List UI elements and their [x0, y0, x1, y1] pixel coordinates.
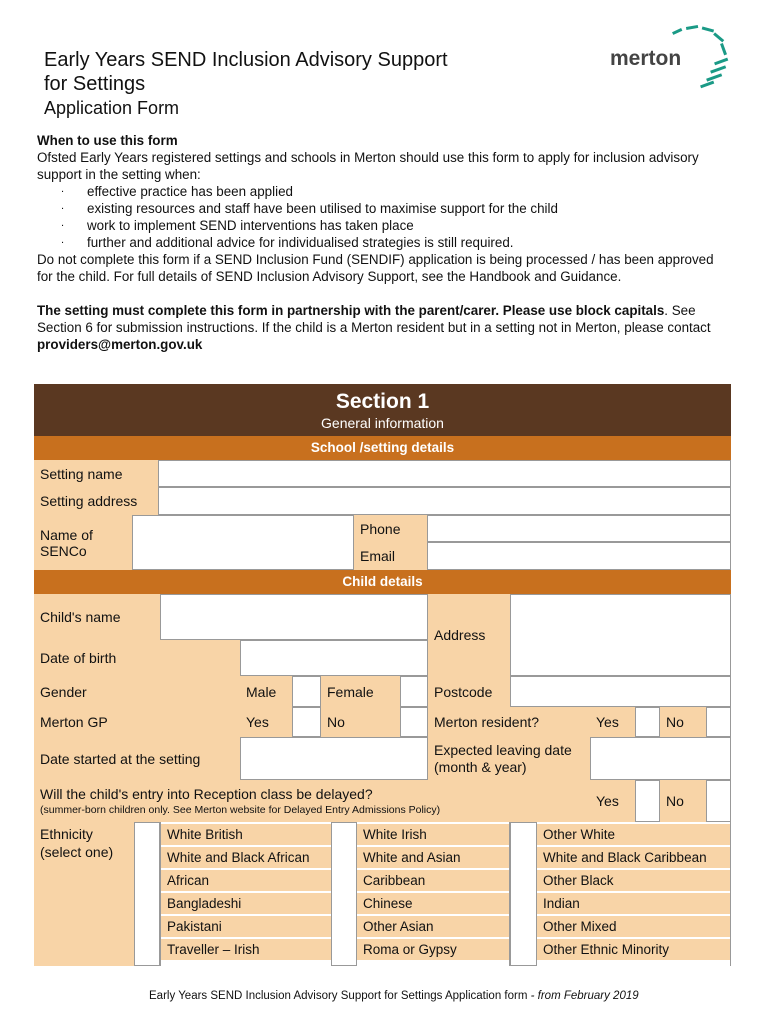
ethnicity-option[interactable]: Other Ethnic Minority: [537, 939, 730, 960]
bullet-item: . existing resources and staff have been utilised to maximise support for the child: [37, 200, 727, 217]
gp-label: Merton GP: [34, 707, 240, 737]
ethnicity-option[interactable]: White and Black African: [161, 847, 356, 868]
setting-details-bar: School /setting details: [34, 436, 731, 460]
female-label: Female: [321, 676, 400, 707]
setting-address-label: Setting address: [34, 487, 158, 515]
intro-bullets: [37, 183, 727, 251]
date-started-label: Date started at the setting: [34, 737, 240, 780]
setting-name-label: Setting name: [34, 460, 158, 487]
expected-leaving-label: Expected leaving date (month & year): [428, 737, 590, 780]
female-checkbox[interactable]: [400, 676, 428, 707]
section-title: Section 1: [335, 390, 430, 413]
page-subtitle: Application Form: [44, 98, 180, 118]
intro-para3: The setting must complete this form in partnership with the parent/carer. Please use block capitals. See Section 6 for submission instructions. If the child is a Merton resident but in a setting not in Merton, please contact providers@merton.gov.uk: [37, 303, 711, 352]
ethnicity-option[interactable]: Chinese: [357, 893, 509, 914]
postcode-label: Postcode: [428, 676, 510, 707]
male-label: Male: [240, 676, 292, 707]
child-details-bar: Child details: [34, 570, 731, 594]
ethnicity-option[interactable]: Pakistani: [161, 916, 356, 937]
section-subtitle: General information: [321, 415, 444, 431]
ethnicity-col2: [357, 822, 510, 966]
ethnicity-checkbox-col1[interactable]: [134, 822, 160, 966]
setting-name-input[interactable]: [158, 460, 731, 487]
phone-label: Phone: [354, 515, 427, 542]
ethnicity-option[interactable]: Other White: [537, 824, 730, 845]
phone-input[interactable]: [427, 515, 731, 542]
section-header: [34, 384, 731, 436]
reception-yes-checkbox[interactable]: [635, 780, 660, 822]
ethnicity-option[interactable]: Other Black: [537, 870, 730, 891]
page-title: Early Years SEND Inclusion Advisory Support for Settings: [44, 49, 448, 95]
resident-yes-label: Yes: [590, 707, 635, 737]
merton-logo-graphic: [606, 22, 736, 92]
section-1-form: [34, 384, 731, 966]
dob-label: Date of birth: [34, 640, 240, 676]
gp-no-checkbox[interactable]: [400, 707, 428, 737]
ethnicity-col3: [537, 822, 731, 966]
ethnicity-option[interactable]: Caribbean: [357, 870, 509, 891]
resident-no-checkbox[interactable]: [706, 707, 731, 737]
bullet-item: . work to implement SEND interventions has taken place: [37, 217, 727, 234]
ethnicity-label: Ethnicity (select one): [34, 822, 134, 966]
resident-label: Merton resident?: [428, 707, 590, 737]
postcode-input[interactable]: [510, 676, 731, 707]
ethnicity-option[interactable]: Traveller – Irish: [161, 939, 356, 960]
ethnicity-option[interactable]: White British: [161, 824, 356, 845]
address-input[interactable]: [510, 594, 731, 676]
gp-yes-label: Yes: [240, 707, 292, 737]
ethnicity-option[interactable]: African: [161, 870, 356, 891]
ethnicity-checkbox-col2[interactable]: [331, 822, 357, 966]
ethnicity-option[interactable]: White and Black Caribbean: [537, 847, 730, 868]
bullet-item: . further and additional advice for individualised strategies is still required.: [37, 234, 727, 251]
address-label: Address: [428, 594, 510, 676]
page-footer: Early Years SEND Inclusion Advisory Support for Settings Application form - from February 2019: [149, 990, 639, 1002]
ethnicity-option[interactable]: White Irish: [357, 824, 509, 845]
gender-label: Gender: [34, 676, 240, 707]
child-name-label: Child's name: [34, 594, 160, 640]
reception-no-label: No: [660, 780, 706, 822]
contact-email[interactable]: providers@merton.gov.uk: [37, 337, 203, 352]
dob-input[interactable]: [240, 640, 428, 676]
resident-yes-checkbox[interactable]: [635, 707, 660, 737]
intro-para2: Do not complete this form if a SEND Inclusion Fund (SENDIF) application is being processed / has been approved for the child. For full details of SEND Inclusion Advisory Support, see the Handbook and Guidance.: [37, 252, 714, 284]
expected-leaving-input[interactable]: [590, 737, 731, 780]
email-label: Email: [354, 542, 427, 570]
date-started-input[interactable]: [240, 737, 428, 780]
reception-delay-question: Will the child's entry into Reception class be delayed? (summer-born children only. See Merton website for Delayed Entry Admissions Policy): [34, 780, 590, 822]
ethnicity-option[interactable]: Roma or Gypsy: [357, 939, 509, 960]
ethnicity-checkbox-col3[interactable]: [510, 822, 537, 966]
ethnicity-col1: [160, 822, 357, 966]
senco-label: Name of SENCo: [34, 515, 132, 570]
senco-input[interactable]: [132, 515, 354, 570]
ethnicity-option[interactable]: Indian: [537, 893, 730, 914]
ethnicity-option[interactable]: Other Mixed: [537, 916, 730, 937]
email-input[interactable]: [427, 542, 731, 570]
reception-no-checkbox[interactable]: [706, 780, 731, 822]
ethnicity-option[interactable]: White and Asian: [357, 847, 509, 868]
gp-yes-checkbox[interactable]: [292, 707, 321, 737]
gp-no-label: No: [321, 707, 400, 737]
bullet-item: . effective practice has been applied: [37, 183, 727, 200]
intro-para1: Ofsted Early Years registered settings and schools in Merton should use this form to apply for inclusion advisory support in the setting when:: [37, 150, 699, 182]
male-checkbox[interactable]: [292, 676, 321, 707]
setting-address-input[interactable]: [158, 487, 731, 515]
reception-yes-label: Yes: [590, 780, 635, 822]
child-name-input[interactable]: [160, 594, 428, 640]
resident-no-label: No: [660, 707, 706, 737]
intro-text: [37, 132, 727, 353]
ethnicity-option[interactable]: Bangladeshi: [161, 893, 356, 914]
intro-heading: When to use this form: [37, 133, 178, 148]
logo-text: merton: [610, 47, 682, 70]
ethnicity-option[interactable]: Other Asian: [357, 916, 509, 937]
merton-logo: [606, 22, 736, 92]
